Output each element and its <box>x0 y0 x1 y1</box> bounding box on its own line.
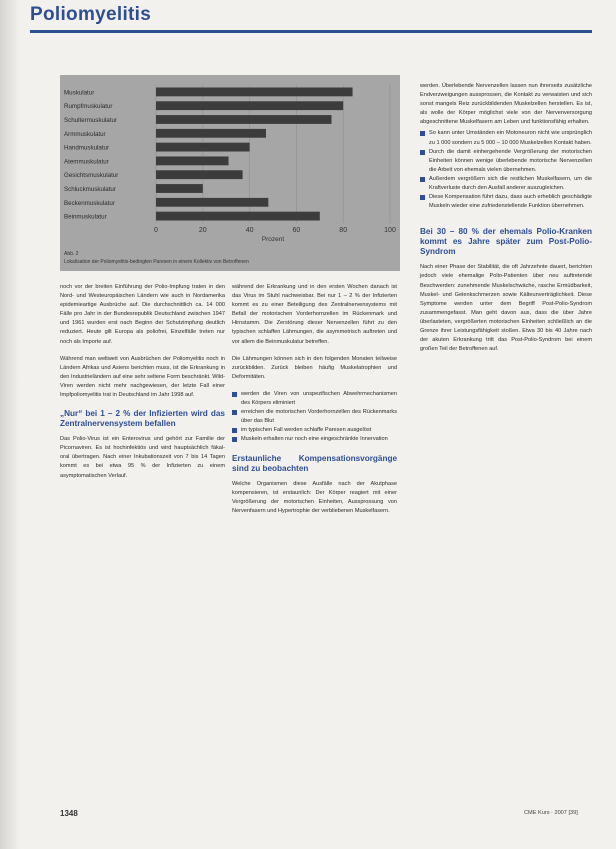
x-tick-label: 100 <box>384 227 396 234</box>
category-label: Atemmuskulatur <box>64 158 109 166</box>
right-bullet-text: Außerdem vergrößern sich die restlichen Muskelfasern, um die Kraftverluste durch den Ausfall anderer auszugleichen. <box>429 175 592 192</box>
middle-paragraph: während der Erkrankung und in den ersten Wochen danach ist das Virus im Stuhl nachweisbar. Bei nur 1 – 2 % der Infizierten kommt es zu einer Beteiligung des Zentralnervensystems mit Befall der motorischen Vorderhornzellen im Rückenmark und Hirnstamm. Die Zerstörung dieser Nervenzellen führt zu den typischen schlaffen Lähmungen, die asymmetrisch auftreten und vor allem die Beinmuskulatur betreffen. <box>232 284 397 345</box>
subheading-right: Bei 30 – 80 % der ehemals Polio-Kranken kommt es Jahre später zum Post-Polio-Syndrom <box>420 227 592 257</box>
bar <box>156 115 332 124</box>
right-paragraph: Nach einer Phase der Stabilität, die oft Jahrzehnte dauert, berichten jedoch viele ehemalige Polio-Patienten über neu auftretende Beschwerden: zunehmende Muskelschwäche, rasche Ermüdbarkeit, Muskel- und Gelenkschmerzen sowie Kälteunverträglichkeit. Diese Symptome werden unter dem Begriff Post-Polio-Syndrom zusammengefasst. Man geht davon aus, dass die über Jahre überlasteten, vergrößerten motorischen Einheiten schließlich an die Grenze ihrer Leistungsfähigkeit stoßen. Etwa 30 bis 40 Jahre nach der akuten Erkrankung tritt das Post-Polio-Syndrom bei einem großen Teil der Betroffenen auf. <box>420 264 592 353</box>
figure <box>60 75 400 271</box>
bar-chart <box>60 75 400 250</box>
bar <box>156 156 229 165</box>
middle-bullet-item <box>232 390 397 408</box>
page-binding-shadow <box>0 0 20 849</box>
bar <box>156 143 250 152</box>
middle-bullet-item <box>232 426 397 435</box>
figure-caption <box>64 250 396 266</box>
middle-paragraph: Welche Organismen diese Ausfälle nach der Akutphase kompensieren, ist erstaunlich: Der Körper reagiert mit einer Vergrößerung der motorischen Einheiten, Aussprossung von Nervenfasern und Hypertrophie der verbliebenen Muskelfasern. <box>232 480 397 514</box>
middle-bullet-text: im typischen Fall werden schlaffe Paresen ausgelöst <box>241 427 372 434</box>
column-middle <box>232 283 397 516</box>
category-label: Armmuskulatur <box>64 130 106 138</box>
journal-footer: CME Kurs · 2007 [39] <box>524 810 578 816</box>
category-label: Muskulatur <box>64 89 95 97</box>
subheading-middle: Erstaunliche Kompensationsvorgänge sind zu beobachten <box>232 453 397 473</box>
title-rule <box>30 30 592 33</box>
bar <box>156 170 243 179</box>
category-label: Schluckmuskulatur <box>64 185 116 193</box>
right-bullet-text: So kann unter Umständen ein Motoneuron nicht wie ursprünglich zu 1 000 sondern zu 5 000 – 10 000 Muskelzellen Kontakt haben. <box>429 130 592 146</box>
right-bullet-item <box>420 193 592 211</box>
column-right <box>420 82 592 354</box>
subheading-left: „Nur“ bei 1 – 2 % der Infizierten wird das Zentralnervensystem befallen <box>60 409 225 429</box>
category-label: Handmuskulatur <box>64 144 110 152</box>
bullet-square-icon <box>420 131 425 136</box>
category-label: Rumpfmuskulatur <box>64 103 113 111</box>
left-paragraph: noch vor der breiten Einführung der Polio-Impfung traten in den Nord- und Westeuropäischen Ländern wie auch in Nordamerika epidemieartige Ausbrüche auf. Die durchschnittlich ca. 14 000 Fälle pro Jahr in der Bundesrepublik Deutschland zwischen 1947 und 1961 wurden erst nach Beginn der Schutzimpfung deutlich reduziert. Heute gilt Europa als poliofrei, Einzelfälle treten nur noch als Importe auf. <box>60 284 225 345</box>
x-tick-label: 20 <box>198 227 207 234</box>
middle-bullet-item <box>232 435 397 444</box>
category-label: Gesichtsmuskulatur <box>64 172 119 180</box>
right-bullet-text: Diese Kompensation führt dazu, dass auch erheblich geschädigte Muskeln wieder eine zufriedenstellende Funktion übernehmen. <box>429 194 592 210</box>
bullet-square-icon <box>232 428 237 433</box>
x-tick-label: 0 <box>154 227 158 234</box>
category-label: Beinmuskulatur <box>64 213 107 221</box>
bullet-square-icon <box>232 392 237 397</box>
bar <box>156 198 268 207</box>
bullet-square-icon <box>420 177 425 182</box>
middle-bullet-text: erreichen die motorischen Vorderhornzellen des Rückenmarks über das Blut <box>241 409 397 425</box>
middle-bullet-text: werden die Viren von unspezifischen Abwehrmechanismen des Körpers eliminiert <box>241 390 397 407</box>
right-bullet-item <box>420 148 592 175</box>
bar <box>156 129 266 138</box>
category-label: Beckenmuskulatur <box>64 199 115 207</box>
bar <box>156 101 343 110</box>
middle-bullet-item <box>232 408 397 426</box>
figure-caption-text: Lokalisation der Poliomyelitis-bedingten Paresen in einem Kollektiv von Betroffenen <box>64 259 249 265</box>
x-tick-label: 80 <box>339 227 348 234</box>
middle-bullet-text: Muskeln erhalten nur noch eine eingeschränkte Innervation <box>241 436 388 443</box>
figure-caption-label: Abb. 2 <box>64 251 79 257</box>
x-tick-label: 40 <box>245 227 254 234</box>
page-number: 1348 <box>60 809 78 818</box>
right-paragraph: werden. Überlebende Nervenzellen lassen nun ihrerseits zusätzliche Endverzweigungen aussprossen, die Kontakt zu verwaisten und sich sonst mangels Reiz zurückbildenden Muskelzellen herstellen. Es ist, als wolle der Körper möglichst viele von der Nervenversorgung abgeschnittene Muskelfasern am Leben und funktionsfähig erhalten. <box>420 83 592 126</box>
bar <box>156 87 353 96</box>
x-axis-label: Prozent <box>261 236 285 243</box>
left-paragraph: Während man weltweit von Ausbrüchen der Poliomyelitis noch in Ländern Afrikas und Asiens berichten muss, ist die Erkrankung in den Industrieländern auf eine sehr seltene Form beschränkt. Wild-Viren werden nicht mehr nachgewiesen, der letzte Fall einer Impfpoliomyelitis trat in Deutschland im Jahr 1998 auf. <box>60 355 225 399</box>
right-bullet-item <box>420 129 592 147</box>
category-label: Schultermuskulatur <box>64 116 117 124</box>
bullet-square-icon <box>232 437 237 442</box>
x-tick-label: 60 <box>292 227 301 234</box>
bullet-square-icon <box>232 410 237 415</box>
column-left <box>60 283 225 481</box>
page-title: Poliomyelitis <box>30 4 152 25</box>
middle-paragraph: Die Lähmungen können sich in den folgenden Monaten teilweise zurückbilden. Zurück bleiben häufig Muskelatrophien und Deformitäten. <box>232 355 397 380</box>
bar <box>156 184 203 193</box>
bullet-square-icon <box>420 195 425 200</box>
right-bullet-item <box>420 175 592 193</box>
left-paragraph: Das Polio-Virus ist ein Enterovirus und gehört zur Familie der Picornaviren. Es ist hochinfektiös und wird hauptsächlich fäkal-oral übertragen. Nach einer Inkubationszeit von 7 bis 14 Tagen kommt es bei etwa 95 % der Infizierten zu einem asymptomatischen Verlauf. <box>60 436 225 479</box>
right-bullet-text: Durch die damit einhergehende Vergrößerung der motorischen Einheiten können wenige überlebende motorische Nervenzellen die Arbeit von ehemals vielen übernehmen. <box>429 148 592 173</box>
bar <box>156 212 320 221</box>
bullet-square-icon <box>420 150 425 155</box>
